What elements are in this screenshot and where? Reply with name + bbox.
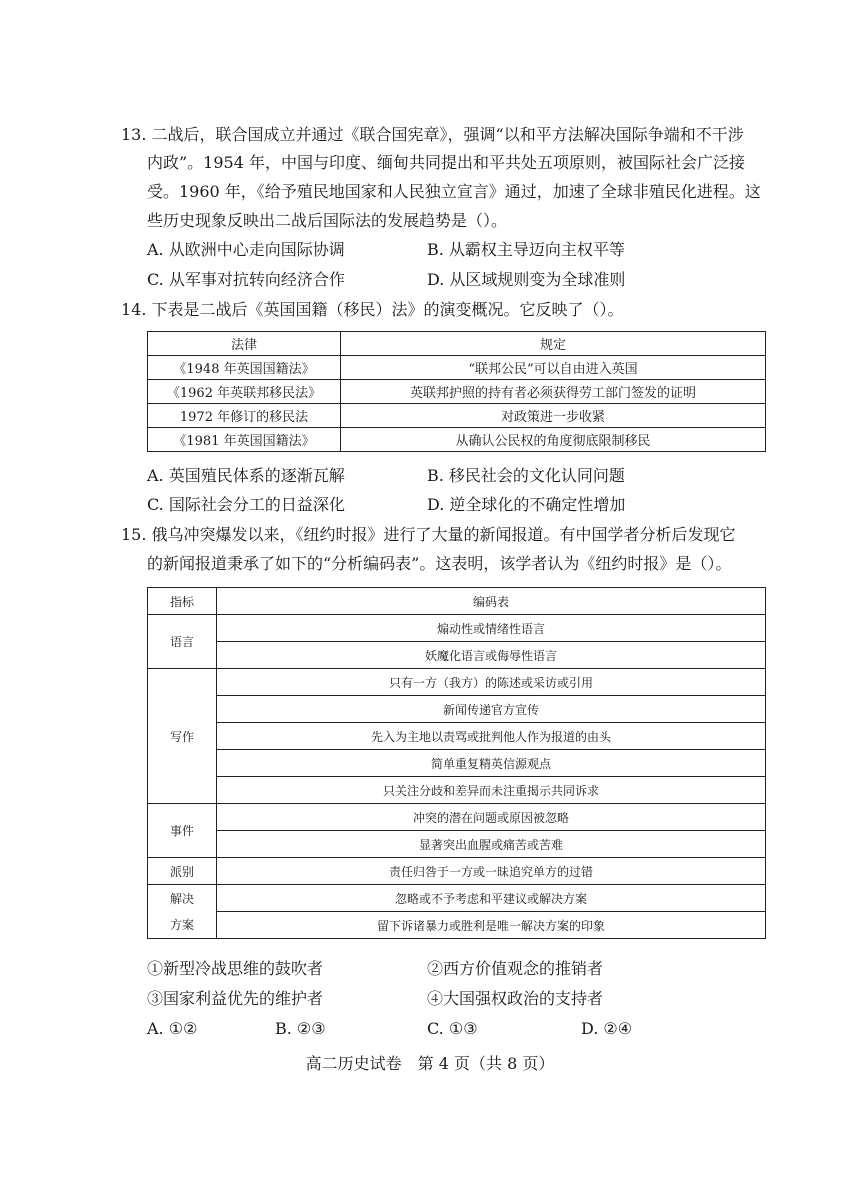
table-cell: 留下诉诸暴力或胜利是唯一解决方案的印象 xyxy=(217,912,766,939)
table-group-label: 语言 xyxy=(148,615,217,669)
table-cell: 简单重复精英信源观点 xyxy=(217,750,766,777)
q13-line-4: 些历史现象反映出二战后国际法的发展趋势是（）。 xyxy=(147,211,508,230)
table-header-cell: 法律 xyxy=(148,332,341,356)
table-header-row xyxy=(148,588,766,615)
table-row xyxy=(148,777,766,804)
table-cell: 英联邦护照的持有者必须获得劳工部门签发的证明 xyxy=(341,380,766,404)
q15-statement-4: ④大国强权政治的支持者 xyxy=(427,989,604,1008)
table-row xyxy=(148,428,766,452)
page-footer: 高二历史试卷 第 4 页（共 8 页） xyxy=(305,1054,555,1073)
table-header-cell: 指标 xyxy=(148,588,217,615)
table-cell: 显著突出血腥或痛苦或苦难 xyxy=(217,831,766,858)
q15-table xyxy=(147,587,766,939)
q14-option-b: B. 移民社会的文化认同问题 xyxy=(427,466,625,485)
q15-line-2: 的新闻报道秉承了如下的“分析编码表”。这表明，该学者认为《纽约时报》是（）。 xyxy=(147,554,732,573)
table-cell: 《1981 年英国国籍法》 xyxy=(148,428,341,452)
q14-option-c: C. 国际社会分工的日益深化 xyxy=(147,495,345,514)
table-row xyxy=(148,642,766,669)
table-cell: 妖魔化语言或侮辱性语言 xyxy=(217,642,766,669)
table-row xyxy=(148,404,766,428)
q15-option-c: C. ①③ xyxy=(427,1019,478,1038)
table-row xyxy=(148,912,766,939)
q14-option-a: A. 英国殖民体系的逐渐瓦解 xyxy=(147,466,345,485)
table-row xyxy=(148,615,766,642)
table-group-label: 写作 xyxy=(148,669,217,804)
q13-line-3: 受。1960 年，《给予殖民地国家和人民独立宣言》通过，加速了全球非殖民化进程。这 xyxy=(147,182,761,201)
table-cell: 冲突的潜在问题或原因被忽略 xyxy=(217,804,766,831)
table-row xyxy=(148,885,766,912)
table-cell: 责任归咎于一方或一昧追究单方的过错 xyxy=(217,858,766,885)
q13-option-c: C. 从军事对抗转向经济合作 xyxy=(147,270,345,289)
table-row xyxy=(148,380,766,404)
q15-line-1: 15. 俄乌冲突爆发以来，《纽约时报》进行了大量的新闻报道。有中国学者分析后发现它 xyxy=(121,525,736,544)
table-cell: 1972 年修订的移民法 xyxy=(148,404,341,428)
table-group-label-line-1: 解决 xyxy=(148,885,217,912)
q15-option-b: B. ②③ xyxy=(275,1019,326,1038)
table-header-row xyxy=(148,332,766,356)
table-cell: 只关注分歧和差异而未注重揭示共同诉求 xyxy=(217,777,766,804)
q15-statement-2: ②西方价值观念的推销者 xyxy=(427,959,604,978)
table-cell: 忽略或不予考虑和平建议或解决方案 xyxy=(217,885,766,912)
table-row xyxy=(148,696,766,723)
table-header-cell: 编码表 xyxy=(217,588,766,615)
table-row xyxy=(148,723,766,750)
table-cell: 从确认公民权的角度彻底限制移民 xyxy=(341,428,766,452)
table-cell: 先入为主地以责骂或批判他人作为报道的由头 xyxy=(217,723,766,750)
table-group-label-line-2: 方案 xyxy=(148,912,217,939)
q13-option-b: B. 从霸权主导迈向主权平等 xyxy=(427,240,625,259)
table-group-label: 派别 xyxy=(148,858,217,885)
table-cell: 对政策进一步收紧 xyxy=(341,404,766,428)
table-cell: 《1948 年英国国籍法》 xyxy=(148,356,341,380)
q15-option-a: A. ①② xyxy=(147,1019,198,1038)
q15-statement-3: ③国家利益优先的维护者 xyxy=(147,989,324,1008)
q14-table xyxy=(147,331,766,452)
table-cell: 新闻传递官方宣传 xyxy=(217,696,766,723)
table-row xyxy=(148,804,766,831)
q13-option-d: D. 从区域规则变为全球准则 xyxy=(427,270,626,289)
table-cell: 煽动性或情绪性语言 xyxy=(217,615,766,642)
table-row xyxy=(148,669,766,696)
q14-option-d: D. 逆全球化的不确定性增加 xyxy=(427,495,626,514)
q13-line-1: 13. 二战后，联合国成立并通过《联合国宪章》，强调“以和平方法解决国际争端和不干涉 xyxy=(121,125,744,144)
table-cell: 《1962 年英联邦移民法》 xyxy=(148,380,341,404)
q15-option-d: D. ②④ xyxy=(581,1019,633,1038)
table-row xyxy=(148,750,766,777)
q15-statement-1: ①新型冷战思维的鼓吹者 xyxy=(147,959,324,978)
q13-option-a: A. 从欧洲中心走向国际协调 xyxy=(147,240,345,259)
q13-line-2: 内政”。1954 年，中国与印度、缅甸共同提出和平共处五项原则，被国际社会广泛接 xyxy=(147,153,745,172)
table-row xyxy=(148,356,766,380)
table-group-label: 事件 xyxy=(148,804,217,858)
table-header-cell: 规定 xyxy=(341,332,766,356)
q14-stem: 14. 下表是二战后《英国国籍（移民）法》的演变概况。它反映了（）。 xyxy=(121,300,624,319)
table-cell: “联邦公民”可以自由进入英国 xyxy=(341,356,766,380)
table-cell: 只有一方（我方）的陈述或采访或引用 xyxy=(217,669,766,696)
table-row xyxy=(148,831,766,858)
table-row xyxy=(148,858,766,885)
